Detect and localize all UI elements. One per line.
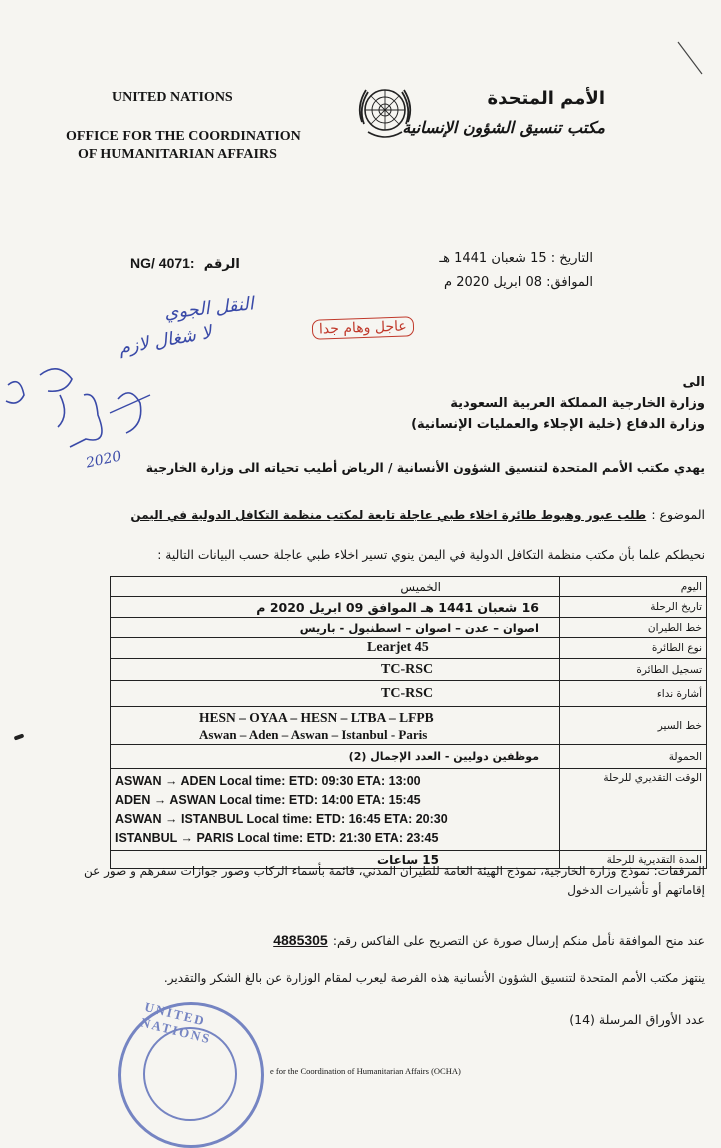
urgent-stamp: عاجل وهام جدا — [312, 316, 414, 340]
reference-number: NG/ 4071: — [130, 255, 195, 271]
table-row — [111, 745, 707, 769]
recipient-to: الى — [682, 375, 705, 390]
footer-text: e for the Coordination of Humanitarian Affairs (OCHA) — [270, 1066, 461, 1076]
aircraft-type-value: Learjet 45 — [111, 638, 560, 659]
table-row — [111, 681, 707, 707]
intro-text: نحيطكم علما بأن مكتب منظمة التكافل الدولية في اليمن ينوي تسير اخلاء طبي عاجلة حسب البيانات التالية : — [157, 548, 705, 562]
un-seal-stamp — [118, 998, 264, 1148]
itinerary-cities: Aswan – Aden – Aswan – Istanbul - Paris — [199, 726, 428, 742]
call-sign-label: أشارة نداء — [560, 681, 707, 707]
estimated-time-label: الوقت التقديري للرحلة — [560, 769, 707, 851]
seal-inner-ring — [143, 1027, 237, 1121]
table-row — [111, 618, 707, 638]
aircraft-type-label: نوع الطائرة — [560, 638, 707, 659]
handwritten-note-2: لا شغال لازم — [116, 321, 214, 360]
day-value: الخميس — [111, 577, 560, 597]
reference-block — [130, 253, 240, 272]
office-name-en-line2: OF HUMANITARIAN AFFAIRS — [78, 147, 277, 162]
fax-line — [273, 930, 705, 949]
fax-text: عند منح الموافقة نأمل منكم إرسال صورة عن التصريح على الفاكس رقم: — [332, 934, 705, 948]
aircraft-registration-label: تسجيل الطائرة — [560, 659, 707, 681]
subject-text: طلب عبور وهبوط طائرة اخلاء طبي عاجلة تابعة لمكتب منظمة التكافل الدولية في اليمن — [130, 508, 647, 522]
handwritten-year: 2020 — [84, 448, 123, 472]
handwritten-note-air-transport: النقل الجوي — [163, 293, 255, 324]
pages-count: عدد الأوراق المرسلة (14) — [569, 1012, 705, 1027]
table-row — [111, 597, 707, 618]
subject-line — [130, 504, 705, 523]
payload-label: الحمولة — [560, 745, 707, 769]
flight-date-value: 16 شعبان 1441 هـ الموافق 09 ابريل 2020 م — [111, 597, 560, 618]
table-row — [111, 659, 707, 681]
flight-date-label: تاريخ الرحلة — [560, 597, 707, 618]
fax-number: 4885305 — [273, 932, 328, 948]
aircraft-registration-value: TC-RSC — [111, 659, 560, 681]
payload-value: موظفين دوليين - العدد الإجمال (2) — [111, 745, 560, 769]
table-row — [111, 577, 707, 597]
table-row — [111, 769, 707, 851]
date-gregorian: الموافق: 08 ابريل 2020 م — [444, 275, 593, 290]
duration-value: 15 ساعات — [111, 851, 560, 869]
subject-label: الموضوع : — [651, 507, 705, 522]
attachments-text: المرفقات: نموذج وزارة الخارجية، نموذج الهيئة العامة للطيران المدني، قائمة بأسماء الركاب وصور جوازات سفرهم و صور عن إقاماتهم أو تأشيرات الدخول — [83, 864, 705, 897]
recipient-line2: وزارة الدفاع (خلية الإجلاء والعمليات الإنسانية) — [411, 417, 705, 432]
itinerary-cell — [111, 707, 560, 745]
schedule-leg-1: ASWAN → ADEN Local time: ETD: 09:30 ETA: 13:00 — [115, 773, 421, 788]
table-row — [111, 707, 707, 745]
itinerary-label: خط السير — [560, 707, 707, 745]
flight-route-label: خط الطيران — [560, 618, 707, 638]
reference-number-label: الرقم — [203, 257, 240, 272]
seal-text: UNITED NATIONS — [139, 998, 213, 1047]
flight-route-value: اصوان – عدن – اصوان – اسطنبول - باريس — [111, 618, 560, 638]
flight-details-table — [110, 576, 707, 869]
call-sign-value: TC-RSC — [111, 681, 560, 707]
org-name-en: UNITED NATIONS — [112, 90, 233, 105]
itinerary-codes: HESN – OYAA – HESN – LTBA – LFPB — [199, 709, 434, 725]
duration-label: المدة التقديرية للرحلة — [560, 851, 707, 869]
schedule-leg-4: ISTANBUL → PARIS Local time: ETD: 21:30 ETA: 23:45 — [115, 830, 439, 845]
office-name-ar: مكتب تنسيق الشؤون الإنسانية — [402, 118, 605, 137]
recipient-line1: وزارة الخارجية المملكة العربية السعودية — [450, 396, 705, 411]
date-hijri: التاريخ : 15 شعبان 1441 هـ — [439, 251, 593, 266]
org-name-ar: الأمم المتحدة — [487, 88, 605, 109]
table-row — [111, 638, 707, 659]
schedule-cell — [111, 769, 560, 851]
left-edge-mark — [14, 733, 25, 740]
day-label: اليوم — [560, 577, 707, 597]
schedule-leg-2: ADEN → ASWAN Local time: ETD: 14:00 ETA: 15:45 — [115, 792, 421, 807]
office-name-en-line1: OFFICE FOR THE COORDINATION — [66, 129, 301, 144]
closing-text: ينتهز مكتب الأمم المتحدة لتنسيق الشؤون الأنسانية هذه الفرصة ليعرب لمقام الوزارة عن بالغ الشكر والتقدير. — [163, 971, 705, 985]
schedule-leg-3: ASWAN → ISTANBUL Local time: ETD: 16:45 ETA: 20:30 — [115, 811, 448, 826]
corner-pen-mark — [672, 38, 712, 78]
greeting: يهدي مكتب الأمم المتحدة لتنسيق الشؤون الأنسانية / الرياض أطيب تحياته الى وزارة الخارجية — [145, 461, 705, 475]
